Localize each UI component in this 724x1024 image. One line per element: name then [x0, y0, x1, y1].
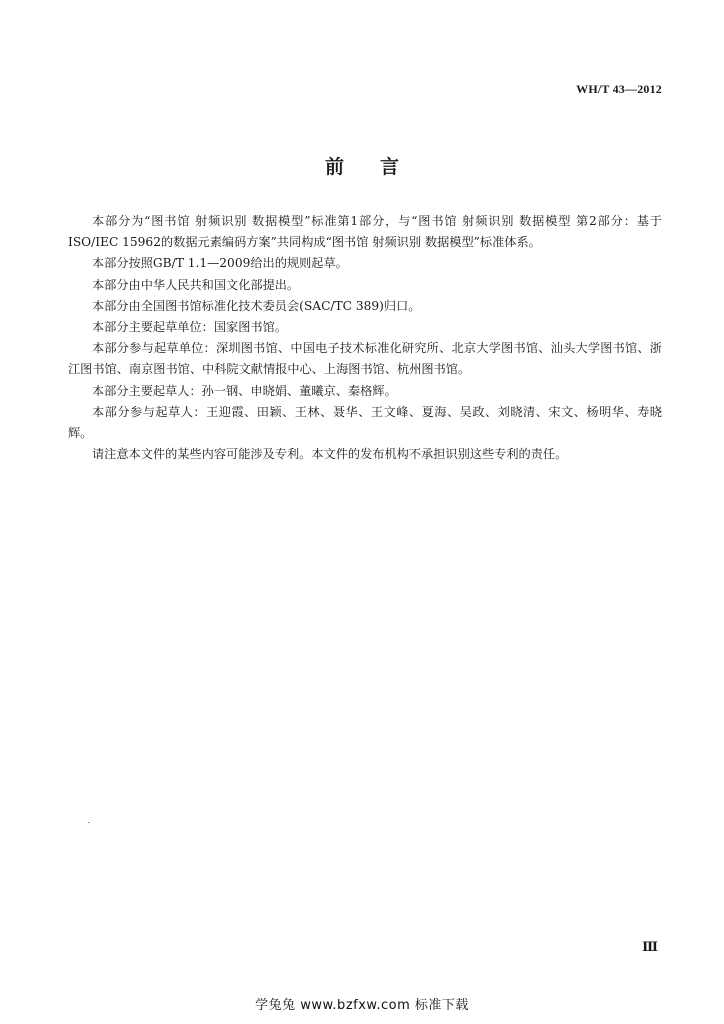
scan-speck: [88, 822, 90, 823]
footer-watermark: 学兔兔 www.bzfxw.com 标准下载: [255, 998, 469, 1013]
paragraph-patent-notice: 请注意本文件的某些内容可能涉及专利。本文件的发布机构不承担识别这些专利的责任。: [92, 447, 568, 462]
paragraph-main-drafters: 本部分主要起草人：孙一钢、申晓娟、董曦京、秦格辉。: [92, 383, 397, 398]
page-title: 前言: [324, 156, 435, 178]
page-number: Ⅲ: [642, 939, 658, 954]
paragraph-main-drafting-unit: 本部分主要起草单位：国家图书馆。: [92, 320, 287, 335]
paragraph-participating-units: 本部分参与起草单位：深圳图书馆、中国电子技术标准化研究所、北京大学图书馆、汕头大学图书馆、浙江图书馆、南京图书馆、中科院文献情报中心、上海图书馆、杭州图书馆。: [68, 341, 662, 377]
paragraph-participating-drafters: 本部分参与起草人：王迎霞、田颖、王林、聂华、王文峰、夏海、吴政、刘晓清、宋文、杨明华、寿晓辉。: [68, 404, 662, 441]
paragraph-administered-by: 本部分由全国图书馆标准化技术委员会(SAC/TC 389)归口。: [92, 298, 421, 313]
foreword-body: [68, 211, 662, 465]
paragraph-drafting-rules: 本部分按照GB/T 1.1—2009给出的规则起草。: [92, 256, 348, 271]
standard-code: WH/T 43—2012: [576, 82, 662, 96]
paragraph-scope: 本部分为“图书馆 射频识别 数据模型”标准第1部分，与“图书馆 射频识别 数据模型 第2部分：基于ISO/IEC 15962的数据元素编码方案”共同构成“图书馆 射频识别 数据模型”标准体系。: [68, 214, 662, 250]
paragraph-proposer: 本部分由中华人民共和国文化部提出。: [92, 277, 300, 292]
